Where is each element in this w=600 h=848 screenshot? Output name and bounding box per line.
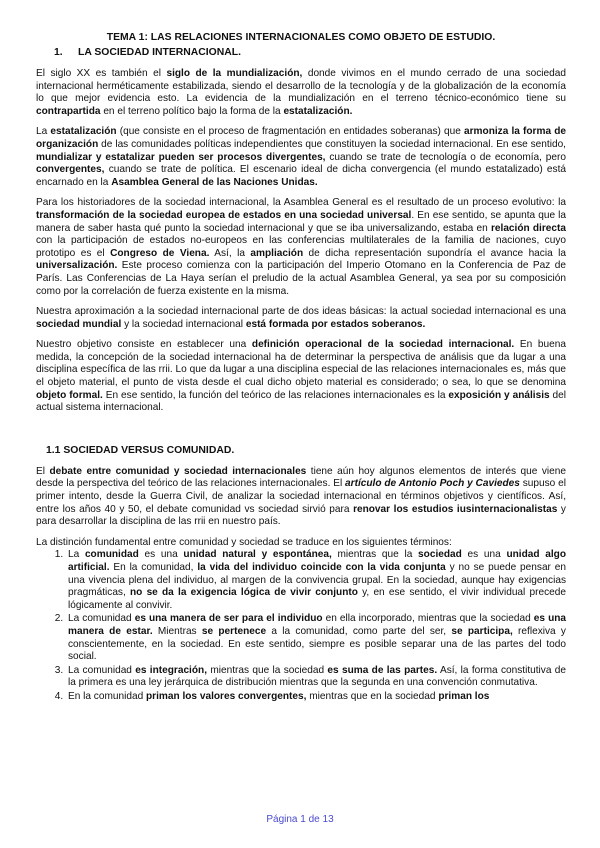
emphasis-text: priman los valores convergentes,	[146, 690, 307, 702]
document-title: TEMA 1: LAS RELACIONES INTERNACIONALES COMO OBJETO DE ESTUDIO.	[106, 32, 496, 43]
list-item: 2. La comunidad es una manera de ser para el individuo en ella incorporado, mientras que la sociedad es una manera de estar. Mientras se pertenece a la comunidad, como parte del ser, se participa, reflexiva y conscientemente, en la sociedad. En este sentido, siempre es posible separar una de las partes del todo social.	[66, 613, 566, 663]
paragraph: Nuestra aproximación a la sociedad internacional parte de dos ideas básicas: la actual sociedad internacional es una sociedad mundial y la sociedad internacional está formada por estados soberanos.	[36, 306, 566, 330]
emphasis-text: objeto formal.	[36, 389, 103, 401]
emphasis-text: es suma de las partes.	[327, 664, 438, 676]
section-title: LA SOCIEDAD INTERNACIONAL.	[78, 47, 241, 58]
emphasis-text: debate entre comunidad y sociedad internacionales	[49, 465, 307, 477]
emphasis-text: sociedad mundial	[36, 318, 122, 330]
emphasis-text: Congreso de Viena.	[110, 247, 210, 259]
emphasis-text: es integración,	[135, 664, 208, 676]
emphasis-text: contrapartida	[36, 105, 101, 117]
emphasis-text: se participa,	[451, 625, 513, 637]
emphasis-text: es una manera de estar.	[68, 613, 567, 637]
emphasis-text: Asamblea General de las Naciones Unidas.	[111, 176, 318, 188]
emphasis-text: estatalización	[50, 126, 117, 138]
paragraph: El siglo XX es también el siglo de la mundialización, donde vivimos en el mundo cerrado de una sociedad internacional herméticamente estabilizada, siendo el desarrollo de la tecnología y de la globalización de la economía lo que mejor evidencia esto. La evidencia de la mundialización en el terreno técnico-económico tiene su contrapartida en el terreno político bajo la forma de la estatalización.	[36, 68, 566, 117]
subsection-heading: 1.1 SOCIEDAD VERSUS COMUNIDAD.	[46, 444, 235, 456]
emphasis-text: universalización.	[36, 260, 118, 272]
section-number: 1.	[54, 47, 63, 58]
paragraph: La distinción fundamental entre comunidad y sociedad se traduce en los siguientes términos:	[36, 536, 452, 548]
emphasis-text: armoniza la forma de organización	[36, 126, 566, 150]
emphasis-text: no se da la exigencia lógica de vivir conjunto	[130, 587, 358, 599]
emphasis-text: siglo de la mundialización,	[166, 68, 303, 79]
emphasis-text: la vida del individuo coincide con la vida conjunta	[197, 562, 446, 573]
paragraph: El debate entre comunidad y sociedad internacionales tiene aún hoy algunos elementos de interés que viene desde la perspectiva del teórico de las relaciones internacionales. El artículo de Antonio Poch y Caviedes supuso el primer intento, desde la Guerra Civil, de analizar la sociedad internacional en términos objetivos y científicos. Así, entre los años 40 y 50, el debate comunidad vs sociedad sirvió para renovar los estudios iusinternacionalistas y para desarrollar la disciplina de las rrii en nuestro país.	[36, 465, 566, 528]
emphasis-text: artículo de Antonio Poch y Caviedes	[345, 478, 520, 490]
list-item: 1. La comunidad es una unidad natural y espontánea, mientras que la sociedad es una unidad algo artificial. En la comunidad, la vida del individuo coincide con la vida conjunta y no se puede pensar en una vivencia plena del individuo, al margen de la convivencia grupal. En la sociedad, aunque hay exigencias pragmáticas, no se da la exigencia lógica de vivir conjunto y, en ese sentido, el vivir individual precede lógicamente al convivir.	[66, 549, 566, 612]
emphasis-text: exposición y análisis	[448, 389, 550, 401]
emphasis-text: mundializar y estatalizar pueden ser procesos divergentes,	[36, 151, 326, 163]
emphasis-text: relación directa	[490, 222, 566, 234]
emphasis-text: ampliación	[250, 247, 304, 259]
emphasis-text: priman los	[438, 690, 490, 702]
emphasis-text: definición operacional de la sociedad internacional.	[251, 339, 515, 351]
document-page	[36, 32, 566, 705]
section-heading	[54, 47, 566, 58]
emphasis-text: es una manera de ser para el individuo	[134, 613, 323, 625]
emphasis-text: comunidad	[84, 549, 139, 561]
emphasis-text: unidad natural y espontánea,	[183, 549, 332, 561]
list-item: 4. En la comunidad priman los valores convergentes, mientras que en la sociedad priman los	[66, 691, 566, 704]
paragraph: La estatalización (que consiste en el proceso de fragmentación en entidades soberanas) que armoniza la forma de organización de las comunidades políticas independientes que constituyen la sociedad internacional. En ese sentido, mundializar y estatalizar pueden ser procesos divergentes, cuando se trate de tecnología o de economía, pero convergentes, cuando se trate de política. El escenario ideal de dicha convergencia (el mundo estatalizado) está encarnado en la Asamblea General de las Naciones Unidas.	[36, 126, 566, 188]
emphasis-text: convergentes,	[36, 164, 105, 176]
emphasis-text: sociedad	[418, 549, 462, 561]
emphasis-text: transformación de la sociedad europea de estados en una sociedad universal	[36, 209, 412, 221]
emphasis-text: unidad algo artificial.	[68, 549, 566, 573]
terms-list	[36, 549, 566, 703]
emphasis-text: estatalización.	[283, 105, 353, 117]
emphasis-text: se pertenece	[201, 625, 267, 637]
emphasis-text: renovar los estudios iusinternacionalistas	[353, 503, 558, 515]
list-item: 3. La comunidad es integración, mientras que la sociedad es suma de las partes. Así, la forma constitutiva de la primera es una ley jerárquica de distribución mientras que la segunda en una convención conmutativa.	[66, 665, 566, 690]
paragraph: Nuestro objetivo consiste en establecer una definición operacional de la sociedad internacional. En buena medida, la concepción de la sociedad internacional ha de determinar la perspectiva de análisis que da lugar a una disciplina específica de las rrii. Lo que da lugar a una disciplina especial de las relaciones internacionales es, más que el objeto material, el punto de vista desde el cual dicho objeto material es considerado; o sea, lo que se denomina objeto formal. En ese sentido, la función del teórico de las relaciones internacionales es la exposición y análisis del actual sistema internacional.	[36, 339, 567, 414]
page-number: Página 1 de 13	[266, 814, 334, 825]
emphasis-text: está formada por estados soberanos.	[245, 318, 426, 330]
paragraph: Para los historiadores de la sociedad internacional, la Asamblea General es el resultado de un proceso evolutivo: la transformación de la sociedad europea de estados en una sociedad universal. En ese sentido, se apunta que la manera de saber hasta qué punto la sociedad internacional y que se iba universalizando, estaba en relación directa con la participación de estados no-europeos en las conferencias multilaterales de la familia de naciones, cuyo prototipo es el Congreso de Viena. Así, la ampliación de dicha representación supondría el avance hacia la universalización. Este proceso comienza con la participación del Imperio Otomano en la Conferencia de Paz de París. Las Conferencias de La Haya serían el preludio de la actual Asamblea General, ya sea por su composición como por la correlación de fuerza existente en la misma.	[36, 197, 567, 297]
